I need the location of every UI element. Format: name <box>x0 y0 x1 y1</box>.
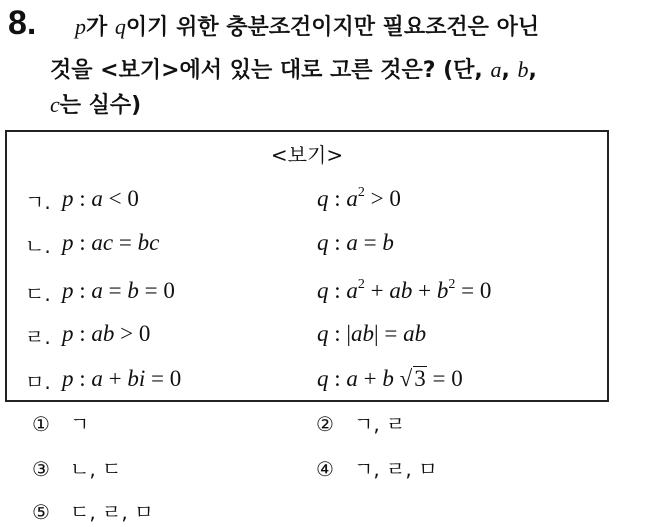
question-stem-line-2: 것을 <보기>에서 있는 대로 고른 것은? (단, a, b, <box>50 57 537 83</box>
bogi-item-label: ㄱ. <box>25 190 51 214</box>
var-c: c <box>50 92 60 117</box>
condition-p: p : a = b = 0 <box>62 278 175 303</box>
bogi-item-label: ㄹ. <box>25 325 51 349</box>
condition-q: q : a = b <box>317 230 394 255</box>
condition-p: p : ac = bc <box>62 230 160 255</box>
condition-p: p : a < 0 <box>62 186 139 211</box>
choice-5[interactable]: ⑤ ㄷ, ㄹ, ㅁ <box>32 500 154 524</box>
bogi-box <box>5 130 609 402</box>
question-number: 8. <box>8 4 37 42</box>
var-p: p <box>75 14 86 39</box>
choice-2[interactable]: ② ㄱ, ㄹ <box>316 412 406 436</box>
condition-q: q : $a^2 > 0$ <box>317 185 401 211</box>
condition-q: q : a + b √3 = 0 <box>317 366 463 391</box>
choice-1[interactable]: ① ㄱ <box>32 412 90 436</box>
bogi-item <box>7 319 607 351</box>
bogi-item <box>7 364 607 396</box>
bogi-item-label: ㅁ. <box>25 370 51 394</box>
choice-4[interactable]: ④ ㄱ, ㄹ, ㅁ <box>316 457 438 481</box>
choice-3[interactable]: ③ ㄴ, ㄷ <box>32 457 122 481</box>
bogi-item-label: ㄷ. <box>25 282 51 306</box>
var-q: q <box>114 14 126 39</box>
var-b: b <box>517 57 529 82</box>
bogi-item <box>7 184 607 216</box>
question-stem-line-3: c는 실수) <box>50 92 142 118</box>
bogi-item <box>7 276 607 308</box>
condition-p: p : ab > 0 <box>62 321 151 346</box>
bogi-item-label: ㄴ. <box>25 234 51 258</box>
condition-q: q : $a^2$ + ab + $b^2 = 0$ <box>317 277 492 303</box>
condition-q: q : |ab| = ab <box>317 321 427 346</box>
var-a: a <box>490 57 502 82</box>
bogi-title: <보기> <box>270 143 344 167</box>
condition-p: p : a + bi = 0 <box>62 366 182 391</box>
bogi-item <box>7 228 607 260</box>
question-stem-line-1: p가 q이기 위한 충분조건이지만 필요조건은 아닌 <box>75 14 540 40</box>
